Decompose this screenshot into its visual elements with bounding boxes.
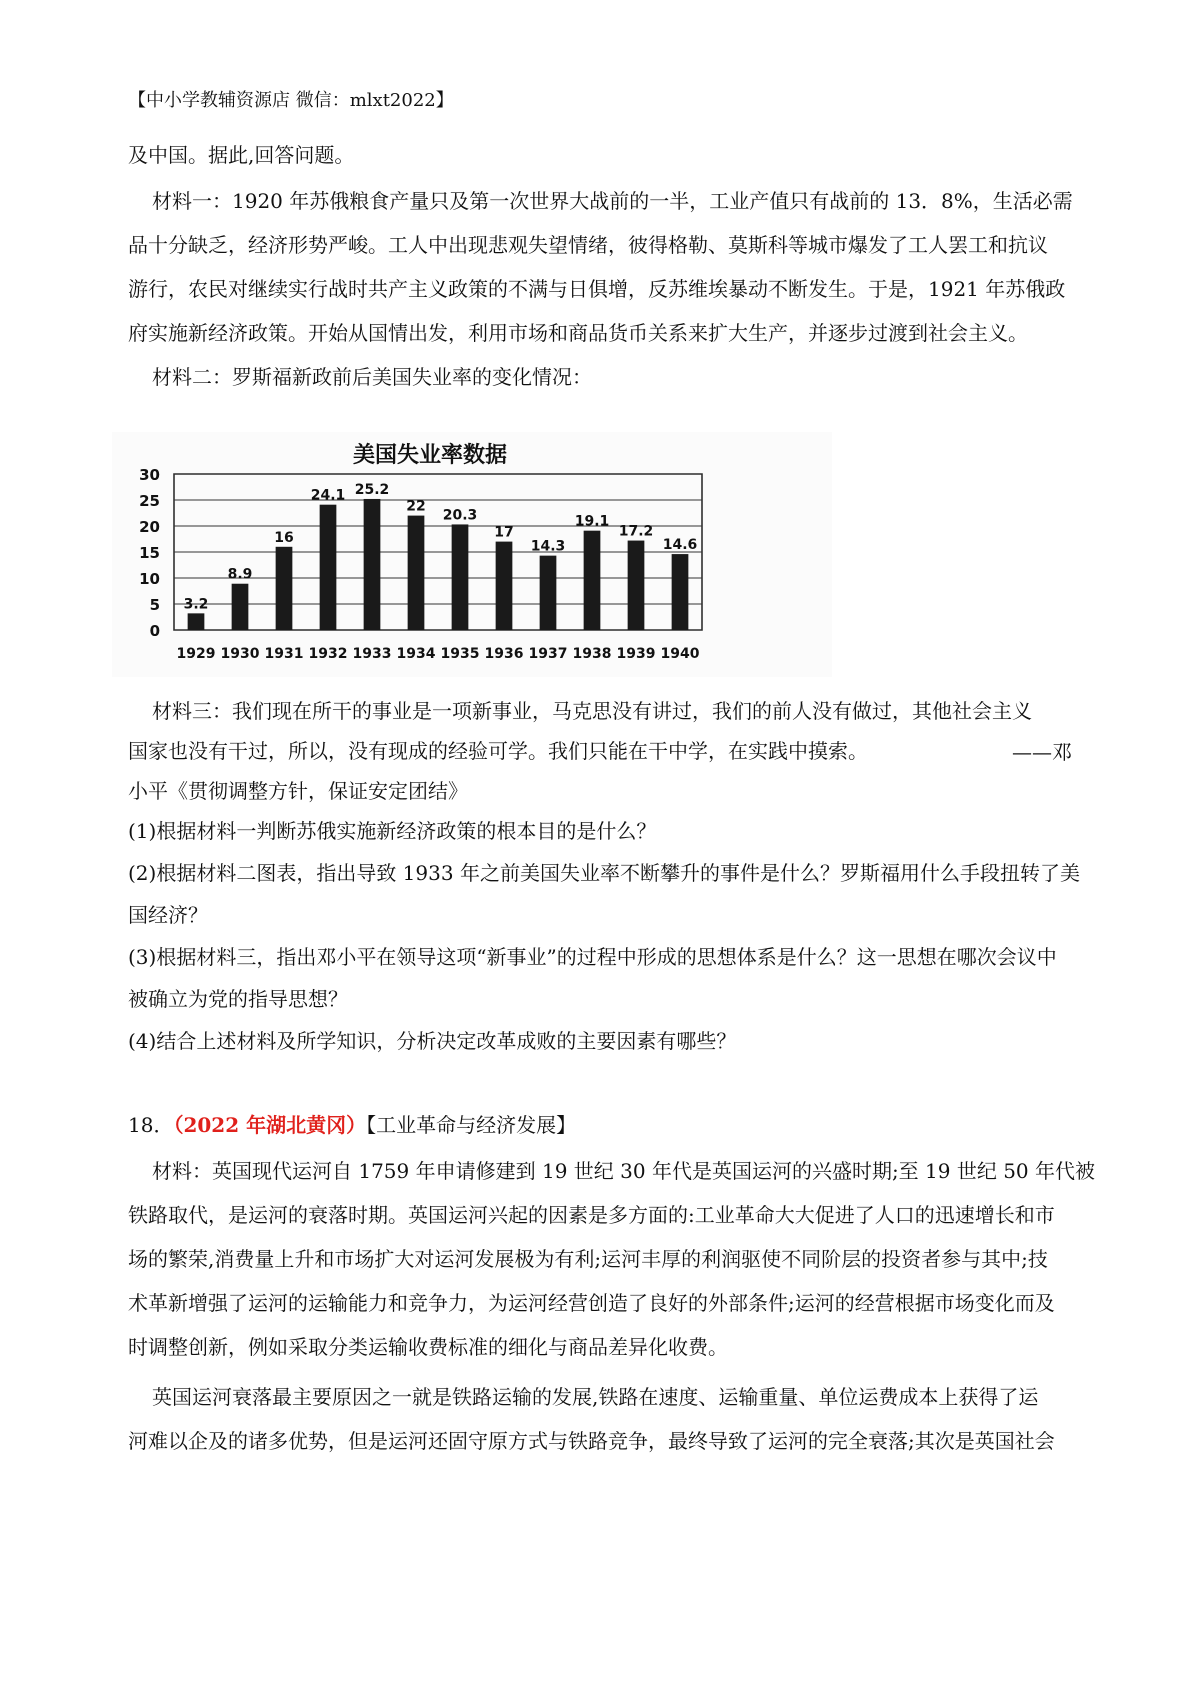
y-tick-label: 20 [139, 518, 160, 536]
bar [628, 541, 645, 630]
chart-background [112, 432, 832, 677]
material-2-line: 材料二：罗斯福新政前后美国失业率的变化情况： [152, 365, 592, 389]
x-tick-label: 1938 [572, 646, 612, 662]
material-1-line: 品十分缺乏，经济形势严峻。工人中出现悲观失望情绪，彼得格勒、莫斯科等城市爆发了工人罢工和抗议 [128, 233, 1048, 257]
x-tick-label: 1936 [484, 646, 524, 662]
material-3-line: 材料三：我们现在所干的事业是一项新事业，马克思没有讲过，我们的前人没有做过，其他社会主义 [152, 699, 1032, 723]
bar [408, 516, 425, 630]
bar-value-label: 20.3 [442, 507, 478, 524]
question-source: （2022 年湖北黄冈） [173, 1113, 367, 1137]
x-tick-label: 1937 [528, 646, 568, 662]
material-18-line: 河难以企及的诸多优势，但是运河还固守原方式与铁路竞争，最终导致了运河的完全衰落;其次是英国社会 [128, 1429, 1055, 1453]
bar-value-label: 8.9 [227, 566, 253, 583]
material-3-source: 小平《贯彻调整方针，保证安定团结》 [128, 779, 468, 803]
bar-value-label: 14.3 [530, 538, 566, 555]
text-line: 及中国。据此,回答问题。 [128, 143, 355, 167]
material-3-author-dash: ——邓 [1012, 740, 1072, 764]
chart-svg [112, 432, 832, 677]
chart-title: 美国失业率数据 [352, 443, 508, 468]
y-tick-label: 5 [149, 596, 160, 614]
y-tick-label: 30 [139, 466, 160, 484]
bar [496, 542, 513, 630]
bar [276, 547, 293, 630]
y-tick-label: 15 [139, 544, 160, 562]
x-tick-label: 1940 [660, 646, 700, 662]
material-1-line: 府实施新经济政策。开始从国情出发，利用市场和商品货币关系来扩大生产，并逐步过渡到社会主义。 [128, 321, 1028, 345]
x-tick-label: 1930 [220, 646, 260, 662]
question-18-heading [128, 1110, 1108, 1140]
y-tick-label: 0 [149, 622, 160, 640]
bar [584, 531, 601, 630]
x-tick-label: 1933 [352, 646, 392, 662]
question-2-line: 国经济？ [128, 903, 208, 927]
material-18-line: 铁路取代，是运河的衰落时期。英国运河兴起的因素是多方面的:工业革命大大促进了人口的迅速增长和市 [128, 1203, 1055, 1227]
bar [320, 505, 337, 630]
bar-value-label: 25.2 [354, 481, 390, 498]
x-tick-label: 1939 [616, 646, 656, 662]
material-18-line: 材料：英国现代运河自 1759 年申请修建到 19 世纪 30 年代是英国运河的兴盛时期;至 19 世纪 50 年代被 [152, 1159, 1096, 1183]
question-2-line: (2)根据材料二图表，指出导致 1933 年之前美国失业率不断攀升的事件是什么？罗斯福用什么手段扭转了美 [128, 861, 1080, 885]
question-1: (1)根据材料一判断苏俄实施新经济政策的根本目的是什么？ [128, 819, 657, 843]
bar [232, 584, 249, 630]
bar-value-label: 24.1 [310, 487, 346, 504]
bar [672, 554, 689, 630]
x-tick-label: 1931 [264, 646, 304, 662]
bar-value-label: 19.1 [574, 513, 610, 530]
material-18-line: 术革新增强了运河的运输能力和竞争力，为运河经营创造了良好的外部条件;运河的经营根据市场变化而及 [128, 1291, 1055, 1315]
bar [452, 524, 469, 630]
material-18-line: 时调整创新，例如采取分类运输收费标准的细化与商品差异化收费。 [128, 1335, 728, 1359]
question-4: (4)结合上述材料及所学知识，分析决定改革成败的主要因素有哪些？ [128, 1029, 737, 1053]
question-3-line: (3)根据材料三，指出邓小平在领导这项“新事业”的过程中形成的思想体系是什么？这一思想在哪次会议中 [128, 945, 1057, 969]
y-tick-label: 10 [139, 570, 160, 588]
bar [364, 499, 381, 630]
question-number: 18． [128, 1113, 174, 1137]
x-tick-label: 1929 [176, 646, 216, 662]
x-tick-label: 1935 [440, 646, 480, 662]
bar-value-label: 22 [406, 498, 426, 515]
bar [188, 613, 205, 630]
material-18-line: 场的繁荣,消费量上升和市场扩大对运河发展极为有利;运河丰厚的利润驱使不同阶层的投资者参与其中;技 [128, 1247, 1048, 1271]
material-18-line: 英国运河衰落最主要原因之一就是铁路运输的发展,铁路在速度、运输重量、单位运费成本上获得了运 [152, 1385, 1039, 1409]
question-topic: 【工业革命与经济发展】 [366, 1113, 577, 1137]
bar-value-label: 14.6 [662, 537, 698, 554]
question-3-line: 被确立为党的指导思想？ [128, 987, 348, 1011]
header-tag: 【中小学教辅资源店 微信：mlxt2022】 [128, 90, 454, 111]
material-3-line: 国家也没有干过，所以，没有现成的经验可学。我们只能在干中学，在实践中摸索。 [128, 739, 868, 763]
bar-value-label: 3.2 [183, 596, 209, 613]
bar-value-label: 17 [494, 524, 514, 541]
bar-value-label: 17.2 [618, 523, 654, 540]
x-tick-label: 1932 [308, 646, 348, 662]
bar-value-label: 16 [274, 529, 294, 546]
y-tick-label: 25 [139, 492, 160, 510]
bar [540, 556, 557, 630]
x-tick-label: 1934 [396, 646, 436, 662]
material-1-line: 材料一：1920 年苏俄粮食产量只及第一次世界大战前的一半，工业产值只有战前的 13．8%，生活必需 [152, 189, 1073, 213]
unemployment-chart [112, 432, 832, 677]
material-1-line: 游行，农民对继续实行战时共产主义政策的不满与日俱增，反苏维埃暴动不断发生。于是，1921 年苏俄政 [128, 277, 1066, 301]
